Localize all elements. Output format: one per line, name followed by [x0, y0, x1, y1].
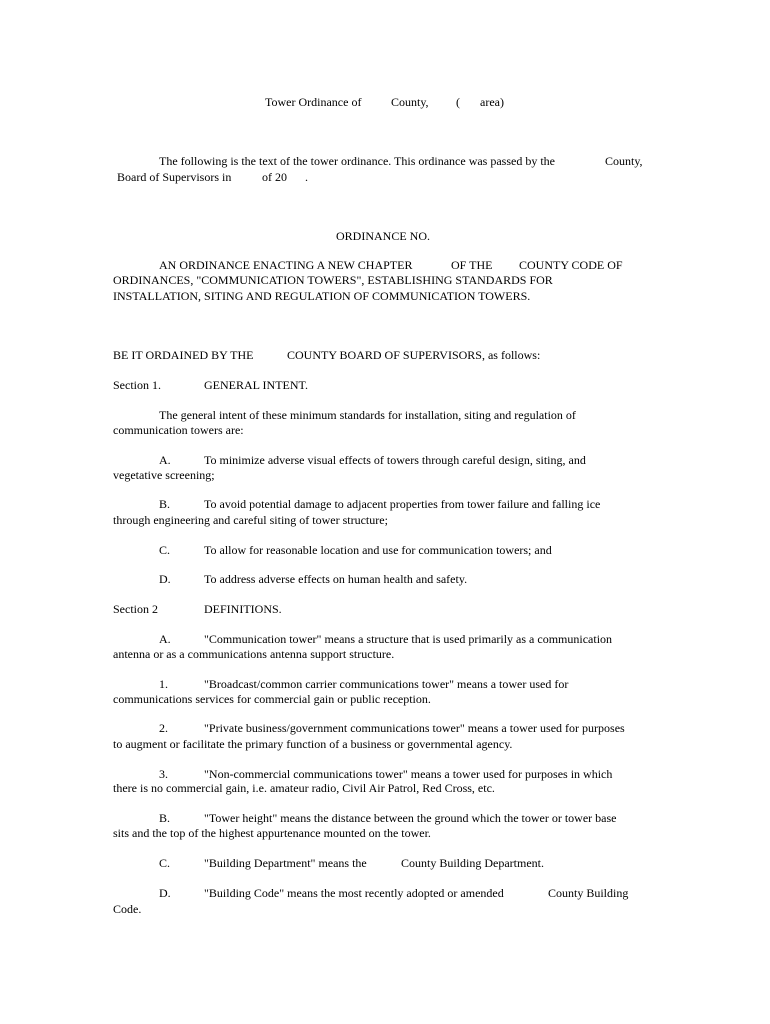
- definition-letter: 2.: [159, 721, 168, 735]
- ordained-line-b: COUNTY BOARD OF SUPERVISORS, as follows:: [287, 348, 541, 362]
- definition-letter: C.: [159, 856, 171, 870]
- title-part-2: County,: [391, 95, 429, 109]
- enacting-line-3: INSTALLATION, SITING AND REGULATION OF COMMUNICATION TOWERS.: [113, 289, 531, 303]
- item-text-line-1: To minimize adverse visual effects of towers through careful design, siting, and: [204, 453, 586, 467]
- enacting-line-1a: AN ORDINANCE ENACTING A NEW CHAPTER: [159, 258, 413, 272]
- item-text-line-1: To allow for reasonable location and use for communication towers; and: [204, 543, 552, 557]
- title-part-3: (: [456, 95, 460, 109]
- item-letter: A.: [159, 453, 171, 467]
- definition-line-1b: County Building Department.: [401, 856, 544, 870]
- definition-letter: B.: [159, 811, 171, 825]
- enacting-line-2: ORDINANCES, "COMMUNICATION TOWERS", ESTABLISHING STANDARDS FOR: [113, 273, 553, 287]
- title-part-1: Tower Ordinance of: [265, 95, 362, 109]
- title-part-4: area): [480, 95, 504, 109]
- definition-line-2: sits and the top of the highest appurtenance mounted on the tower.: [113, 826, 431, 840]
- ordinance-heading: ORDINANCE NO.: [336, 229, 430, 243]
- definition-line-1: "Non-commercial communications tower" means a tower used for purposes in which: [204, 767, 613, 781]
- item-letter: C.: [159, 543, 171, 557]
- definition-line-1a: "Building Code" means the most recently adopted or amended: [204, 886, 504, 900]
- item-letter: D.: [159, 572, 171, 586]
- section-1-intro-line-1: The general intent of these minimum standards for installation, siting and regulation of: [159, 408, 576, 422]
- ordained-line-a: BE IT ORDAINED BY THE: [113, 348, 254, 362]
- definition-letter: 1.: [159, 677, 168, 691]
- item-text-line-2: vegetative screening;: [113, 468, 215, 482]
- section-1-title: GENERAL INTENT.: [204, 378, 308, 392]
- definition-line-1a: "Building Department" means the: [204, 856, 367, 870]
- definition-line-1: "Tower height" means the distance between the ground which the tower or tower base: [204, 811, 617, 825]
- definition-letter: 3.: [159, 767, 168, 781]
- intro-line-2: Board of Supervisors in: [117, 170, 232, 184]
- definition-letter: D.: [159, 886, 171, 900]
- item-text-line-1: To address adverse effects on human health and safety.: [204, 572, 468, 586]
- enacting-line-1c: COUNTY CODE OF: [519, 258, 623, 272]
- item-text-line-1: To avoid potential damage to adjacent properties from tower failure and falling ice: [204, 497, 601, 511]
- definition-line-2: to augment or facilitate the primary function of a business or governmental agency.: [113, 737, 513, 751]
- definition-line-1: "Communication tower" means a structure that is used primarily as a communication: [204, 632, 613, 646]
- definition-letter: A.: [159, 632, 171, 646]
- definition-line-2: there is no commercial gain, i.e. amateur radio, Civil Air Patrol, Red Cross, etc.: [113, 781, 495, 795]
- section-1-intro-line-2: communication towers are:: [113, 423, 244, 437]
- definition-line-1: "Broadcast/common carrier communications tower" means a tower used for: [204, 677, 569, 691]
- section-1-number: Section 1.: [113, 378, 161, 392]
- section-2-number: Section 2: [113, 602, 158, 616]
- intro-year: of 20: [262, 170, 287, 184]
- enacting-line-1b: OF THE: [451, 258, 493, 272]
- intro-county: County,: [605, 154, 643, 168]
- item-text-line-2: through engineering and careful siting of tower structure;: [113, 513, 388, 527]
- definition-line-2: communications services for commercial gain or public reception.: [113, 692, 431, 706]
- item-letter: B.: [159, 497, 171, 511]
- definition-line-2: antenna or as a communications antenna support structure.: [113, 647, 395, 661]
- definition-line-1: "Private business/government communications tower" means a tower used for purposes: [204, 721, 625, 735]
- intro-period: .: [305, 170, 308, 184]
- definition-line-1b: County Building: [548, 886, 629, 900]
- section-2-title: DEFINITIONS.: [204, 602, 282, 616]
- intro-line-1: The following is the text of the tower ordinance. This ordinance was passed by the: [159, 154, 556, 168]
- definition-line-2: Code.: [113, 902, 142, 916]
